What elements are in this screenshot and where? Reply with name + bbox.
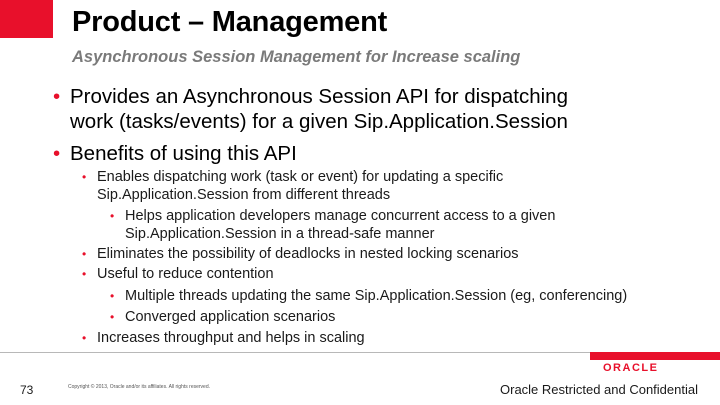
oracle-logo-bar	[590, 352, 720, 360]
bullet-text: Benefits of using this API	[70, 142, 297, 165]
slide-subtitle: Asynchronous Session Management for Increase scaling	[72, 48, 521, 66]
bullet-text: Multiple threads updating the same Sip.Application.Session (eg, conferencing)	[125, 288, 628, 304]
copyright-notice: Copyright © 2013, Oracle and/or its affiliates. All rights reserved.	[68, 384, 210, 390]
confidentiality-notice: Oracle Restricted and Confidential	[500, 382, 698, 397]
bullet-dot-icon: •	[82, 267, 87, 281]
header-accent-block	[0, 0, 53, 38]
sub-bullet-item	[82, 329, 365, 347]
bullet-continuation: work (tasks/events) for a given Sip.Application.Session	[70, 110, 568, 133]
bullet-dot-icon: •	[82, 170, 87, 184]
bullet-text: Increases throughput and helps in scaling	[97, 330, 365, 346]
bullet-dot-icon: •	[82, 247, 87, 261]
bullet-text: Useful to reduce contention	[97, 266, 274, 282]
sub-sub-bullet-item	[110, 287, 628, 305]
sub-bullet-item	[82, 245, 519, 263]
bullet-dot-icon: •	[53, 142, 61, 165]
bullet-item	[53, 84, 568, 109]
bullet-dot-icon: •	[53, 85, 61, 108]
bullet-dot-icon: •	[82, 331, 87, 345]
bullet-text: Helps application developers manage concurrent access to a given	[125, 208, 556, 224]
bullet-text: Provides an Asynchronous Session API for dispatching	[70, 85, 568, 108]
bullet-text: Eliminates the possibility of deadlocks in nested locking scenarios	[97, 246, 519, 262]
bullet-item	[53, 141, 297, 166]
bullet-dot-icon: •	[110, 289, 115, 303]
sub-sub-bullet-item	[110, 207, 556, 225]
page-number: 73	[20, 383, 34, 397]
bullet-dot-icon: •	[110, 209, 115, 223]
bullet-text: Converged application scenarios	[125, 309, 336, 325]
bullet-continuation: Sip.Application.Session from different threads	[97, 187, 391, 203]
sub-bullet-item	[82, 168, 504, 186]
bullet-continuation: Sip.Application.Session in a thread-safe manner	[125, 226, 435, 242]
oracle-logo: ORACLE	[603, 362, 659, 374]
sub-bullet-item	[82, 265, 274, 283]
bullet-text: Enables dispatching work (task or event) for updating a specific	[97, 169, 504, 185]
bullet-dot-icon: •	[110, 310, 115, 324]
sub-sub-bullet-item	[110, 308, 336, 326]
slide-title: Product – Management	[72, 6, 388, 38]
